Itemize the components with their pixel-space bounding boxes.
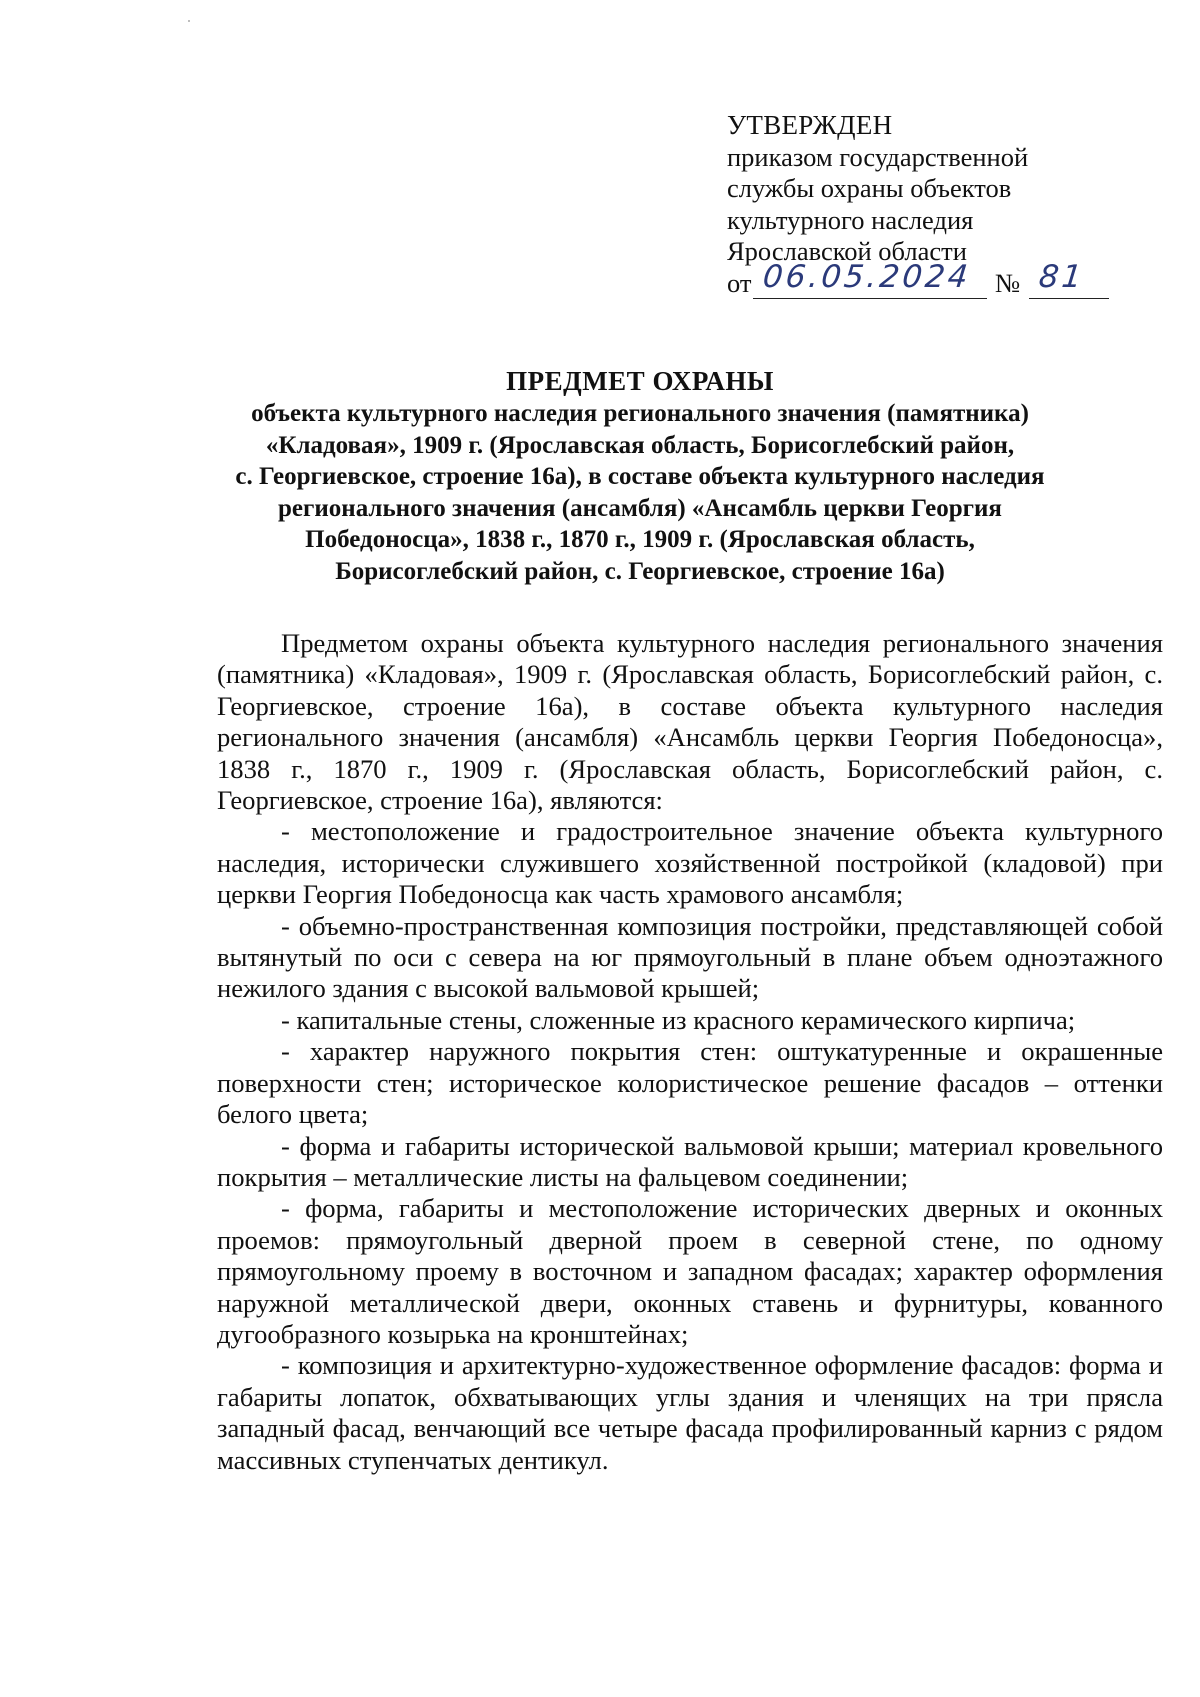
approval-line: приказом государственной bbox=[727, 141, 1029, 172]
document-title: ПРЕДМЕТ ОХРАНЫ bbox=[506, 366, 774, 396]
subtitle-line: объекта культурного наследия регионального значения (памятника) bbox=[251, 400, 1029, 427]
subtitle-line: Борисоглебский район, с. Георгиевское, строение 16а) bbox=[335, 557, 945, 585]
list-item: - композиция и архитектурно-художественное оформление фасадов: форма и габариты лопаток, обхватывающих углы здания и членящих на три прясла западный фасад, венчающий все четыре фасада профилированный карниз с рядом массивных ступенчатых дентикул. bbox=[217, 1350, 1163, 1475]
list-item: - характер наружного покрытия стен: оштукатуренные и окрашенные поверхности стен; историческое колористическое решение фасадов – оттенки белого цвета; bbox=[217, 1036, 1163, 1130]
scan-dot bbox=[188, 20, 190, 22]
list-item: - местоположение и градостроительное значение объекта культурного наследия, исторически служившего хозяйственной постройкой (кладовой) при церкви Георгия Победоносца как часть храмового ансамбля; bbox=[217, 816, 1163, 910]
approval-line: культурного наследия bbox=[727, 204, 974, 235]
intro-paragraph: Предметом охраны объекта культурного наследия регионального значения (памятника) «Кладовая», 1909 г. (Ярославская область, Борисоглебский район, с. Георгиевское, строение 16а), в составе объекта культурного наследия регионального значения (ансамбля) «Ансамбль церкви Георгия Победоносца», 1838 г., 1870 г., 1909 г. (Ярославская область, Борисоглебский район, с. Георгиевское, строение 16а), являются: bbox=[217, 628, 1163, 816]
from-label: от bbox=[727, 267, 752, 298]
subtitle-line: регионального значения (ансамбля) «Ансамбль церкви Георгия bbox=[278, 494, 1002, 522]
handwritten-date: 06.05.2024 bbox=[761, 258, 973, 295]
approval-line: Ярославской области bbox=[727, 236, 967, 266]
approval-line: службы охраны объектов bbox=[727, 173, 1012, 203]
subtitle-line: с. Георгиевское, строение 16а), в составе объекта культурного наследия bbox=[235, 463, 1045, 491]
list-item: - форма и габариты исторической вальмовой крыши; материал кровельного покрытия – металлические листы на фальцевом соединении; bbox=[217, 1130, 1163, 1192]
subtitle-line: Победоносца», 1838 г., 1870 г., 1909 г. (Ярославская область, bbox=[305, 526, 975, 554]
list-item: - объемно-пространственная композиция постройки, представляющей собой вытянутый по оси с севера на юг прямоугольный в плане объем одноэтажного нежилого здания с высокой вальмовой крышей; bbox=[217, 910, 1163, 1004]
number-label: № bbox=[995, 267, 1021, 298]
handwritten-number: 81 bbox=[1037, 258, 1087, 295]
document-body bbox=[217, 628, 1163, 1476]
list-item: - капитальные стены, сложенные из красного керамического кирпича; bbox=[281, 1004, 1076, 1035]
list-item: - форма, габариты и местоположение исторических дверных и оконных проемов: прямоугольный дверной проем в северной стене, по одному прямоугольному проему в восточном и западном фасадах; характер оформления наружной металлической двери, оконных ставень и фурнитуры, кованного дугообразного козырька на кронштейнах; bbox=[217, 1193, 1163, 1349]
document-heading bbox=[200, 0, 1080, 588]
subtitle-line: «Кладовая», 1909 г. (Ярославская область, Борисоглебский район, bbox=[265, 431, 1015, 459]
approval-title: УТВЕРЖДЕН bbox=[727, 110, 893, 140]
